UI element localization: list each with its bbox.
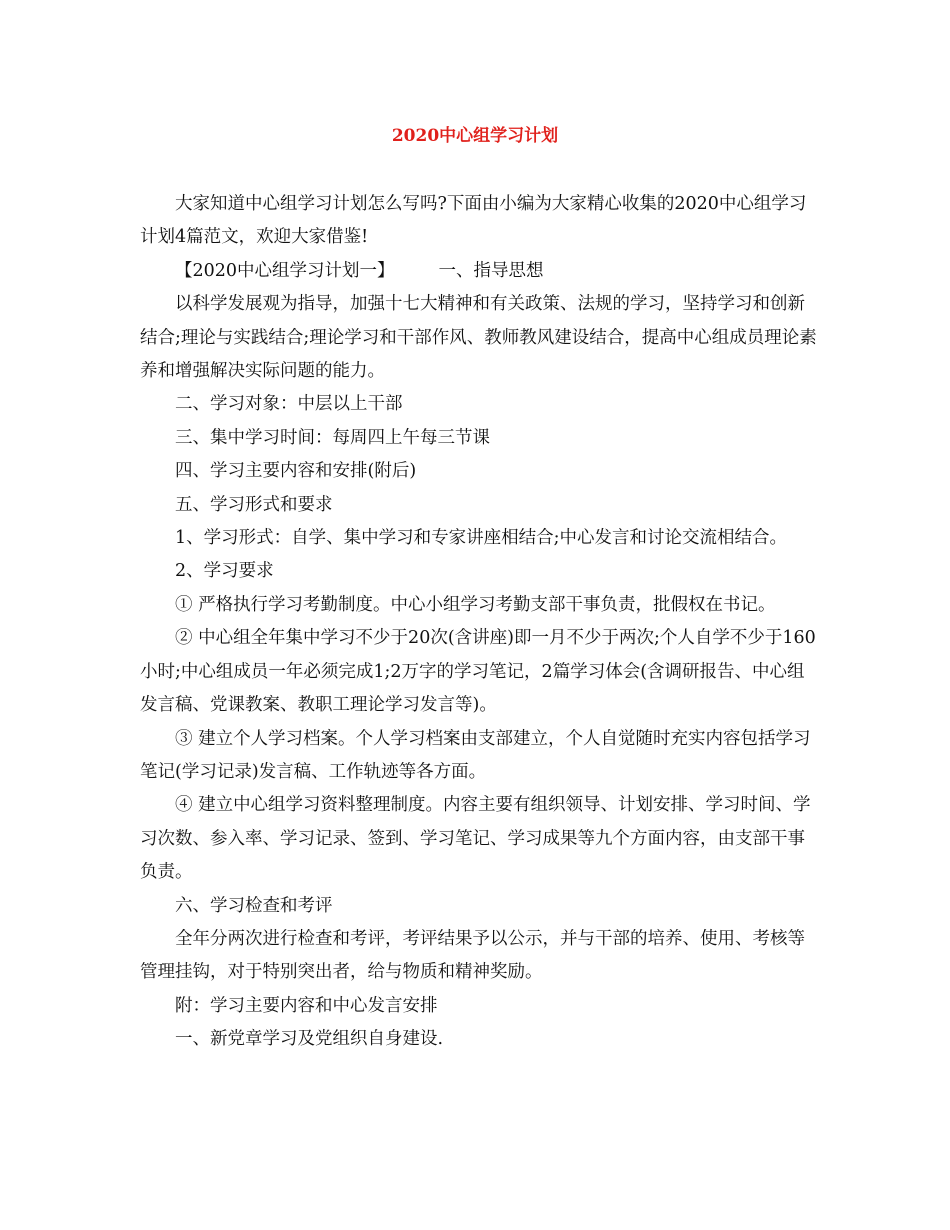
guiding-paragraph: 以科学发展观为指导，加强十七大精神和有关政策、法规的学习，坚持学习和创新结合;理论与实践结合;理论学习和干部作风、教师教风建设结合，提高中心组成员理论素养和增强解决实际问题的能力。 xyxy=(140,294,817,382)
appendix-heading: 附：学习主要内容和中心发言安排 xyxy=(175,995,438,1016)
study-time: 三、集中学习时间：每周四上午每三节课 xyxy=(175,427,490,448)
requirement-2: ② 中心组全年集中学习不少于20次(含讲座)即一月不少于两次;个人自学不少于160小时;中心组成员一年必须完成1;2万字的学习笔记，2篇学习体会(含调研报告、中心组发言稿、党课教案、教职工理论学习发言等)。 xyxy=(140,628,816,716)
appendix-item-1: 一、新党章学习及党组织自身建设. xyxy=(175,1029,444,1050)
requirement-4: ④ 建立中心组学习资料整理制度。内容主要有组织领导、计划安排、学习时间、学习次数、参入率、学习记录、签到、学习笔记、学习成果等九个方面内容，由支部干事负责。 xyxy=(140,795,811,883)
document-body xyxy=(140,188,820,1057)
study-form: 1、学习形式：自学、集中学习和专家讲座相结合;中心发言和讨论交流相结合。 xyxy=(175,528,788,549)
evaluation-paragraph: 全年分两次进行检查和考评，考评结果予以公示，并与干部的培养、使用、考核等管理挂钩，对于特别突出者，给与物质和精神奖励。 xyxy=(140,928,805,983)
study-requirements-heading: 2、学习要求 xyxy=(175,561,274,582)
plan-one-heading: 【2020中心组学习计划一】 xyxy=(175,260,395,281)
evaluation-heading: 六、学习检查和考评 xyxy=(175,895,333,916)
requirement-1: ① 严格执行学习考勤制度。中心小组学习考勤支部干事负责，批假权在书记。 xyxy=(175,594,776,615)
study-target: 二、学习对象：中层以上干部 xyxy=(175,394,403,415)
intro-paragraph: 大家知道中心组学习计划怎么写吗?下面由小编为大家精心收集的2020中心组学习计划4篇范文，欢迎大家借鉴! xyxy=(140,194,807,248)
guiding-thought-heading: 一、指导思想 xyxy=(438,260,544,281)
section-heading-line xyxy=(140,255,820,288)
document-title: 2020中心组学习计划 xyxy=(391,126,559,146)
requirement-3: ③ 建立个人学习档案。个人学习档案由支部建立，个人自觉随时充实内容包括学习笔记(学习记录)发言稿、工作轨迹等各方面。 xyxy=(140,728,811,782)
study-content: 四、学习主要内容和安排(附后) xyxy=(175,461,417,482)
study-form-heading: 五、学习形式和要求 xyxy=(175,494,333,515)
